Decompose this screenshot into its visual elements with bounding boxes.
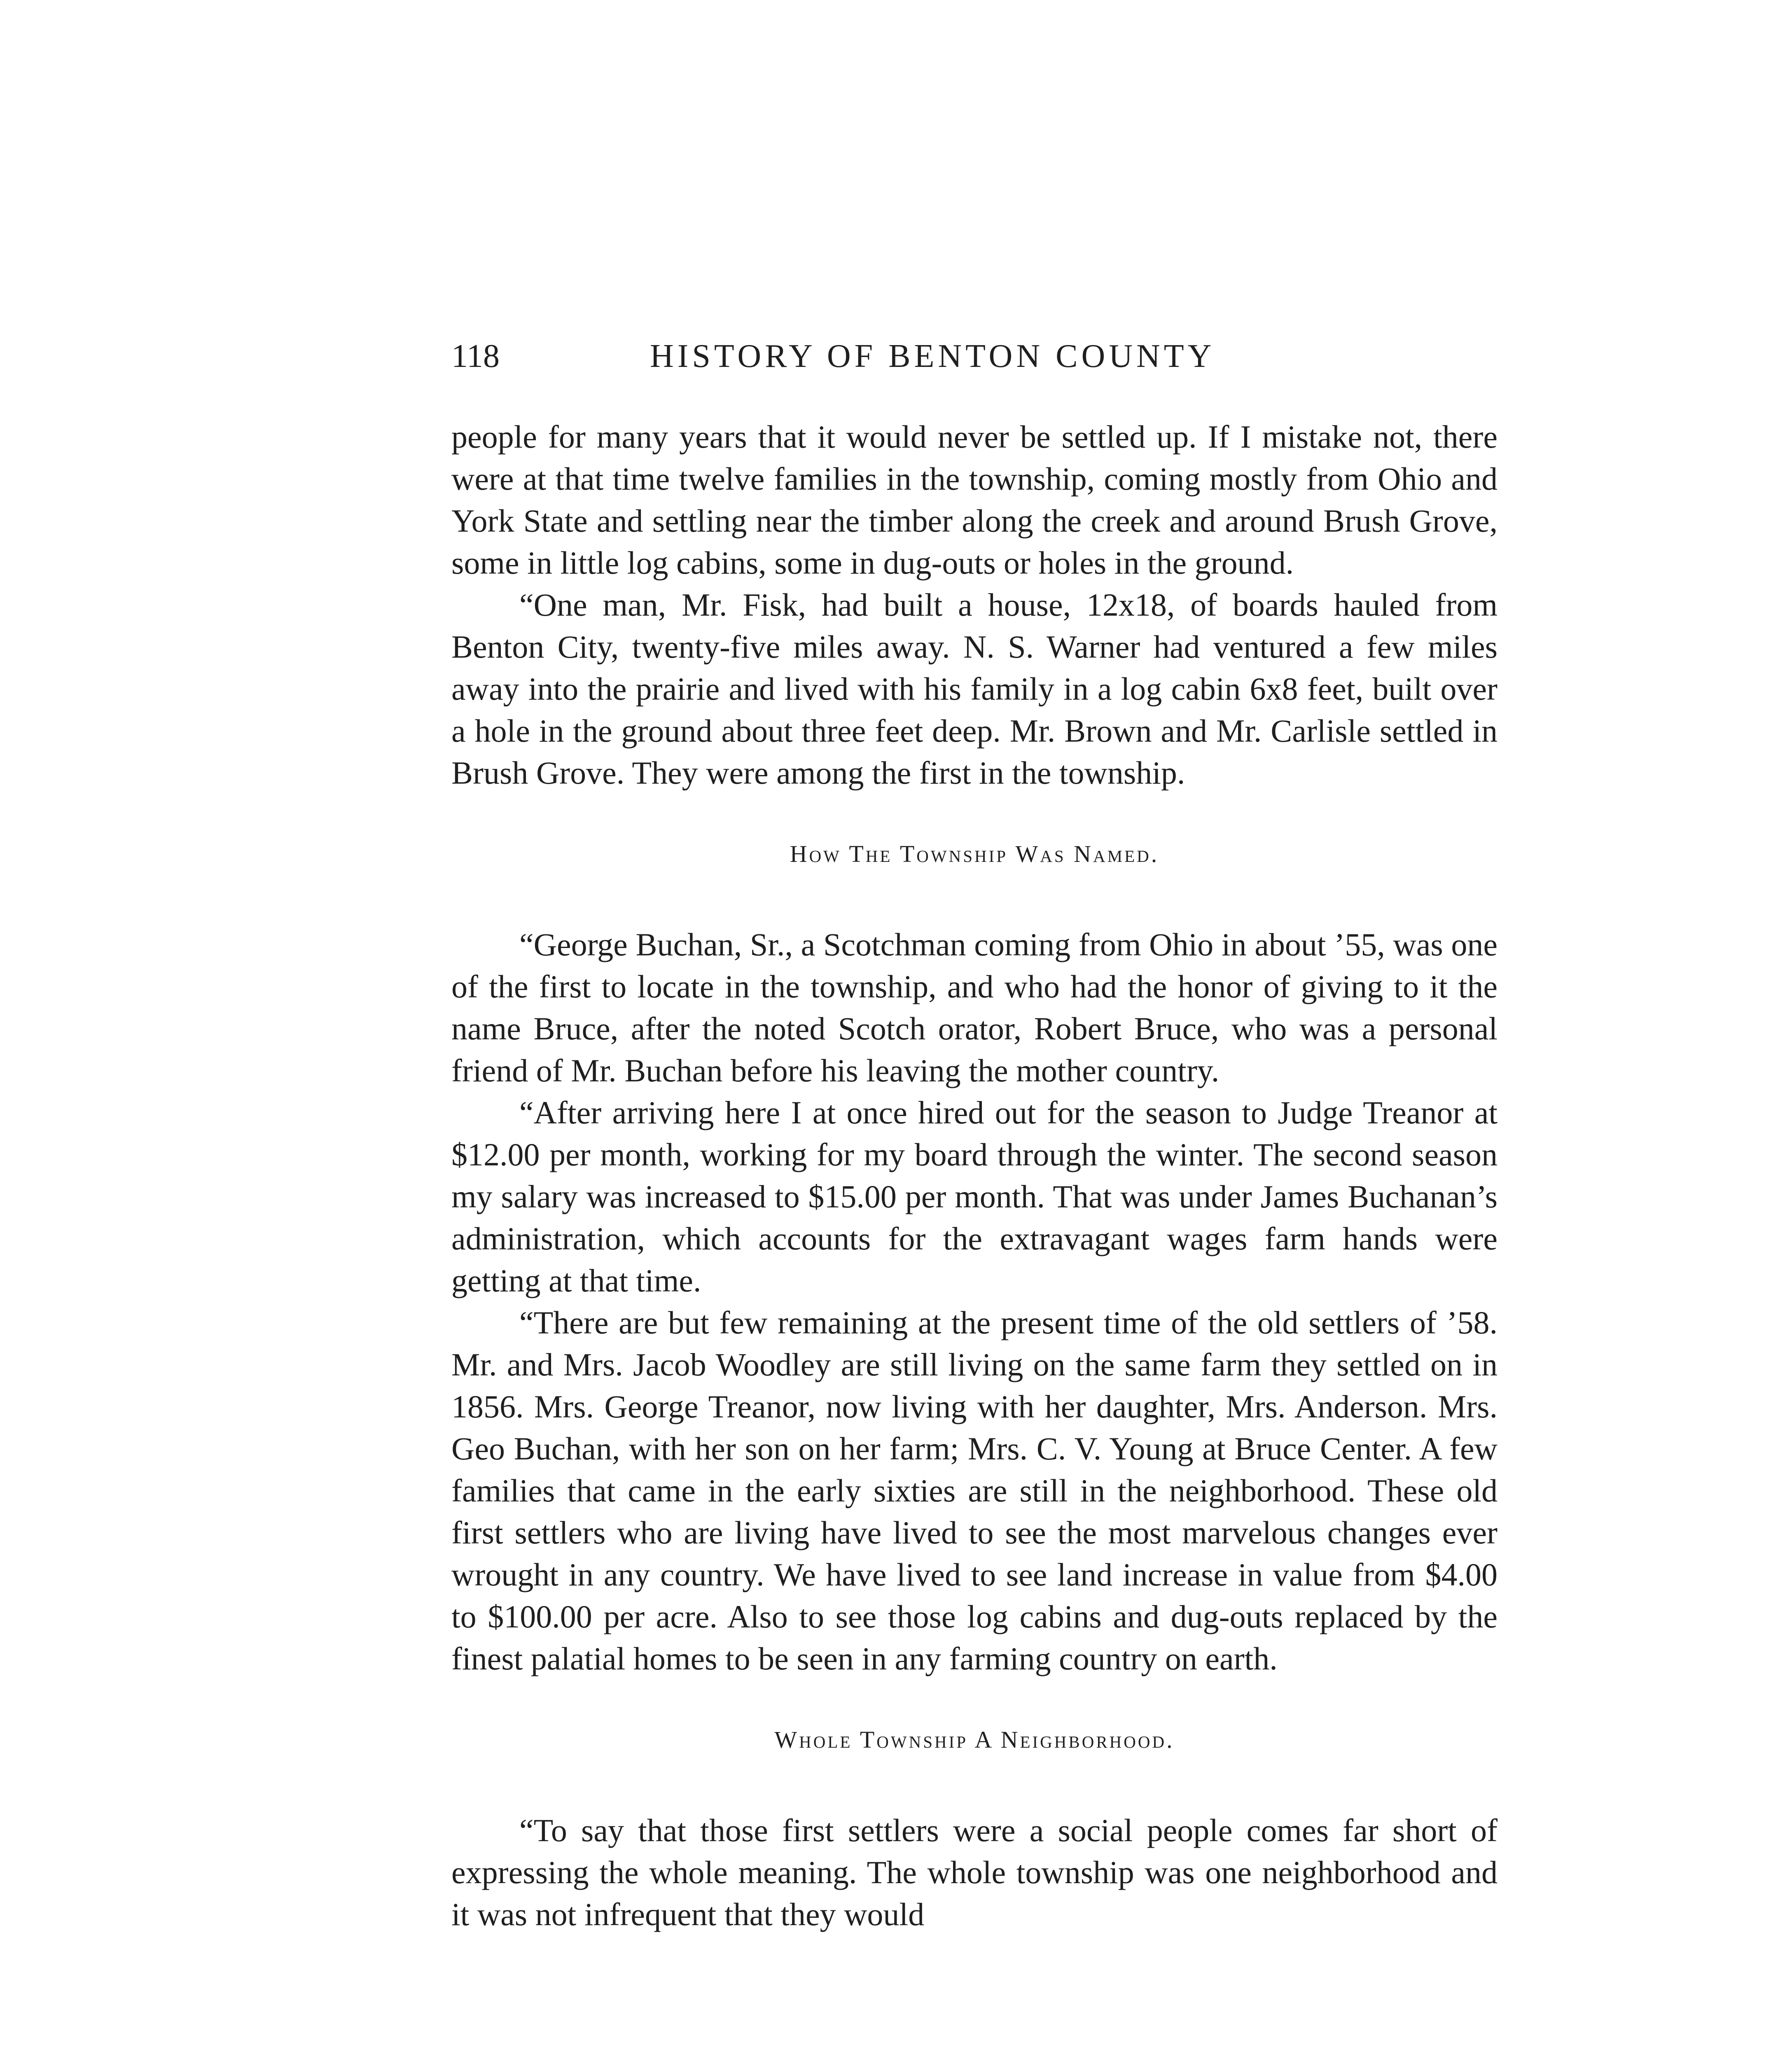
section-heading-neighborhood: Whole Township A Neighborhood. xyxy=(774,1726,1175,1753)
paragraph-5: “There are but few remaining at the present time of the old settlers of ’58. Mr. and Mrs. Jacob Woodley are still living on the same farm they settled on in 1856. Mrs. George Treanor, now living with her daughter, Mrs. Anderson. Mrs. Geo Buchan, with her son on her farm; Mrs. C. V. Young at Bruce Center. A few families that came in the early sixties are still in the neighborhood. These old first settlers who are living have lived to see the most marvelous changes ever wrought in any country. We have lived to see land increase in value from $4.00 to $100.00 per acre. Also to see those log cabins and dug-outs replaced by the finest palatial homes to be seen in any farming country on earth. xyxy=(451,1305,1498,1676)
page-number: 118 xyxy=(451,338,500,374)
paragraph-4: “After arriving here I at once hired out for the season to Judge Treanor at $12.00 per month, working for my board through the winter. The second season my salary was increased to $15.00 per month. That was under James Buchanan’s administration, which accounts for the extravagant wages farm hands were getting at that time. xyxy=(451,1095,1498,1298)
section-heading-named: How The Township Was Named. xyxy=(790,840,1159,867)
paragraph-3: “George Buchan, Sr., a Scotchman coming from Ohio in about ’55, was one of the first to locate in the township, and who had the honor of giving to it the name Bruce, after the noted Scotch orator, Robert Bruce, who was a personal friend of Mr. Buchan before his leaving the mother country. xyxy=(451,927,1498,1088)
running-title: HISTORY OF BENTON COUNTY xyxy=(650,338,1215,374)
running-head xyxy=(451,331,1498,381)
paragraph-6: “To say that those first settlers were a social people comes far short of expressing the whole meaning. The whole township was one neighborhood and it was not infrequent that they would xyxy=(451,1812,1498,1932)
paragraph-2: “One man, Mr. Fisk, had built a house, 12x18, of boards hauled from Benton City, twenty-five miles away. N. S. Warner had ventured a few miles away into the prairie and lived with his family in a log cabin 6x8 feet, built over a hole in the ground about three feet deep. Mr. Brown and Mr. Carlisle settled in Brush Grove. They were among the first in the township. xyxy=(451,587,1498,791)
body-text xyxy=(451,416,1498,1935)
paragraph-1: people for many years that it would never be settled up. If I mistake not, there were at that time twelve families in the township, coming mostly from Ohio and York State and settling near the timber along the creek and around Brush Grove, some in little log cabins, some in dug-outs or holes in the ground. xyxy=(451,419,1498,581)
